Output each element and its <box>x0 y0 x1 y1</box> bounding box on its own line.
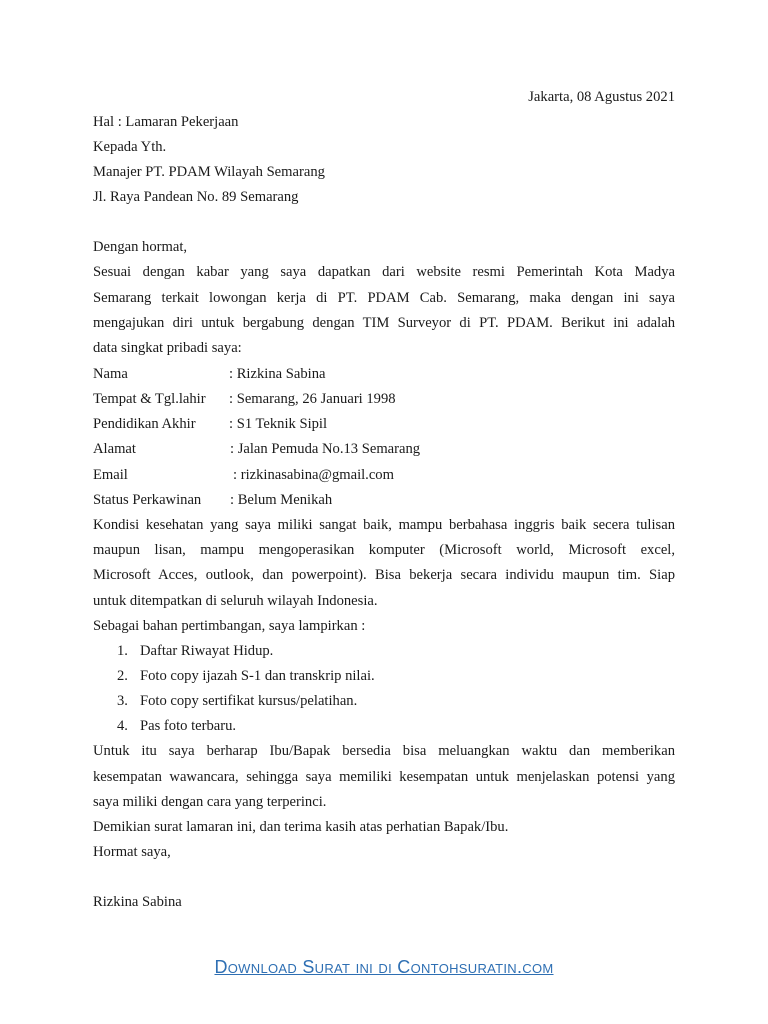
field-label-pendidikan: Pendidikan Akhir <box>93 416 196 432</box>
skills-line-4: untuk ditempatkan di seluruh wilayah Indonesia. <box>93 593 378 609</box>
field-label-ttl: Tempat & Tgl.lahir <box>93 391 206 407</box>
field-label-alamat: Alamat <box>93 441 136 457</box>
skills-line-3: Microsoft Acces, outlook, dan powerpoint). Bisa bekerja secara individu maupun tim. Siap <box>93 567 675 583</box>
attachment-item: Foto copy sertifikat kursus/pelatihan. <box>140 693 358 709</box>
field-value-nama: : Rizkina Sabina <box>229 366 326 382</box>
attachment-number: 2. <box>117 668 128 684</box>
field-value-alamat: : Jalan Pemuda No.13 Semarang <box>230 441 421 457</box>
download-link[interactable]: Download Surat ini di Contohsuratin.com <box>214 957 554 977</box>
greeting: Dengan hormat, <box>93 239 188 255</box>
field-value-email: : rizkinasabina@gmail.com <box>233 467 394 483</box>
recipient-line-2: Manajer PT. PDAM Wilayah Semarang <box>93 164 325 180</box>
field-label-status: Status Perkawinan <box>93 492 202 508</box>
thanks-line: Demikian surat lamaran ini, dan terima kasih atas perhatian Bapak/Ibu. <box>93 819 509 835</box>
letter-subject: Hal : Lamaran Pekerjaan <box>93 114 239 130</box>
intro-line-1: Sesuai dengan kabar yang saya dapatkan dari website resmi Pemerintah Kota Madya <box>93 264 675 280</box>
recipient-line-1: Kepada Yth. <box>93 139 167 155</box>
attachment-item: Foto copy ijazah S-1 dan transkrip nilai. <box>140 668 375 684</box>
closing-line-1: Untuk itu saya berharap Ibu/Bapak bersedia bisa meluangkan waktu dan memberikan <box>93 743 675 759</box>
intro-line-4: data singkat pribadi saya: <box>93 340 242 356</box>
field-value-ttl: : Semarang, 26 Januari 1998 <box>229 391 396 407</box>
attachment-number: 1. <box>117 643 128 659</box>
attachment-item: Pas foto terbaru. <box>140 718 237 734</box>
intro-line-3: mengajukan diri untuk bergabung dengan TIM Surveyor di PT. PDAM. Berikut ini adalah <box>93 315 675 331</box>
field-value-pendidikan: : S1 Teknik Sipil <box>229 416 328 432</box>
attachments-intro: Sebagai bahan pertimbangan, saya lampirkan : <box>93 618 366 634</box>
letter-date: Jakarta, 08 Agustus 2021 <box>528 89 675 105</box>
attachment-number: 4. <box>117 718 128 734</box>
intro-line-2: Semarang terkait lowongan kerja di PT. PDAM Cab. Semarang, maka dengan ini saya <box>93 290 675 306</box>
field-value-status: : Belum Menikah <box>230 492 333 508</box>
sign-off: Hormat saya, <box>93 844 171 860</box>
signature-name: Rizkina Sabina <box>93 894 182 910</box>
closing-line-3: saya miliki dengan cara yang terperinci. <box>93 794 327 810</box>
attachment-item: Daftar Riwayat Hidup. <box>140 643 274 659</box>
skills-line-1: Kondisi kesehatan yang saya miliki sangat baik, mampu berbahasa inggris baik secera tulisan <box>93 517 675 533</box>
recipient-line-3: Jl. Raya Pandean No. 89 Semarang <box>93 189 299 205</box>
field-label-email: Email <box>93 467 128 483</box>
field-label-nama: Nama <box>93 366 128 382</box>
closing-line-2: kesempatan wawancara, sehingga saya memiliki kesempatan untuk menjelaskan potensi yang <box>93 769 675 785</box>
skills-line-2: maupun lisan, mampu mengoperasikan komputer (Microsoft world, Microsoft excel, <box>93 542 675 558</box>
attachment-number: 3. <box>117 693 128 709</box>
